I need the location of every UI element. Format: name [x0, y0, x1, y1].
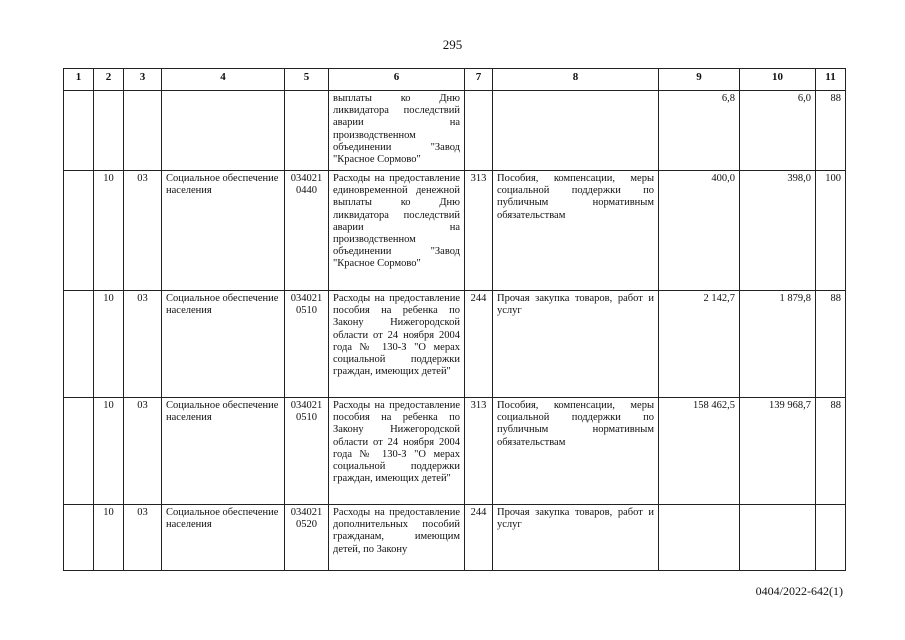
cell-c9: 400,0 [659, 171, 740, 291]
cell-c2: 10 [94, 398, 124, 505]
cell-c9: 6,8 [659, 91, 740, 171]
code-part-2: 0440 [296, 185, 317, 197]
table-row [64, 91, 846, 171]
budget-table [63, 68, 846, 571]
col-header-7: 7 [465, 69, 493, 91]
cell-c9: 158 462,5 [659, 398, 740, 505]
code-part-1: 034021 [290, 293, 323, 304]
code-part-2: 0510 [296, 305, 317, 317]
cell-c9: 2 142,7 [659, 291, 740, 398]
cell-c11 [816, 505, 846, 571]
cell-c11: 88 [816, 398, 846, 505]
table-row [64, 171, 846, 291]
cell-c3: 03 [124, 398, 162, 505]
table-row [64, 505, 846, 571]
cell-c7: 313 [465, 171, 493, 291]
header-row [64, 69, 846, 91]
cell-c3: 03 [124, 505, 162, 571]
cell-c1 [64, 291, 94, 398]
cell-c8: Прочая закупка товаров, работ и услуг [493, 291, 659, 398]
cell-c6: Расходы на предоставление единовременной денежной выплаты ко Дню ликвидатора последствий аварии на производственном объединении "Завод "Красное Сормово" [329, 171, 465, 291]
cell-c10 [740, 505, 816, 571]
cell-c5 [285, 398, 329, 505]
cell-c1 [64, 91, 94, 171]
cell-c10: 6,0 [740, 91, 816, 171]
cell-c1 [64, 505, 94, 571]
cell-c10: 398,0 [740, 171, 816, 291]
cell-c11: 100 [816, 171, 846, 291]
cell-c1 [64, 398, 94, 505]
cell-c3: 03 [124, 171, 162, 291]
code-part-2: 0510 [296, 412, 317, 424]
cell-c7: 313 [465, 398, 493, 505]
cell-c11: 88 [816, 91, 846, 171]
col-header-2: 2 [94, 69, 124, 91]
document-code: 0404/2022-642(1) [755, 584, 843, 598]
cell-c8: Пособия, компенсации, меры социальной поддержки по публичным нормативным обязательствам [493, 398, 659, 505]
col-header-5: 5 [285, 69, 329, 91]
cell-c6: выплаты ко Дню ликвидатора последствий аварии на производственном объединении "Завод "Красное Сормово" [329, 91, 465, 171]
cell-c11: 88 [816, 291, 846, 398]
cell-c4: Социальное обеспечение населения [162, 505, 285, 571]
cell-c2: 10 [94, 505, 124, 571]
table-row [64, 291, 846, 398]
col-header-6: 6 [329, 69, 465, 91]
col-header-8: 8 [493, 69, 659, 91]
col-header-11: 11 [816, 69, 846, 91]
cell-c4: Социальное обеспечение населения [162, 291, 285, 398]
cell-c5 [285, 91, 329, 171]
cell-c6: Расходы на предоставление дополнительных пособий гражданам, имеющим детей, по Закону [329, 505, 465, 571]
col-header-1: 1 [64, 69, 94, 91]
cell-c4 [162, 91, 285, 171]
cell-c3 [124, 91, 162, 171]
page-number: 295 [442, 37, 463, 52]
cell-c8: Пособия, компенсации, меры социальной поддержки по публичным нормативным обязательствам [493, 171, 659, 291]
cell-c5 [285, 291, 329, 398]
col-header-10: 10 [740, 69, 816, 91]
cell-c2 [94, 91, 124, 171]
cell-c2: 10 [94, 171, 124, 291]
cell-c8: Прочая закупка товаров, работ и услуг [493, 505, 659, 571]
cell-c5 [285, 171, 329, 291]
cell-c7 [465, 91, 493, 171]
cell-c9 [659, 505, 740, 571]
cell-c10: 139 968,7 [740, 398, 816, 505]
cell-c4: Социальное обеспечение населения [162, 171, 285, 291]
cell-c6: Расходы на предоставление пособия на ребенка по Закону Нижегородской области от 24 ноября 2004 года № 130-З "О мерах социальной поддержки граждан, имеющих детей" [329, 398, 465, 505]
code-part-1: 034021 [290, 173, 323, 184]
col-header-9: 9 [659, 69, 740, 91]
table-row [64, 398, 846, 505]
cell-c10: 1 879,8 [740, 291, 816, 398]
cell-c7: 244 [465, 505, 493, 571]
cell-c2: 10 [94, 291, 124, 398]
col-header-4: 4 [162, 69, 285, 91]
code-part-1: 034021 [290, 507, 323, 518]
col-header-3: 3 [124, 69, 162, 91]
cell-c1 [64, 171, 94, 291]
cell-c8 [493, 91, 659, 171]
code-part-1: 034021 [290, 400, 323, 411]
cell-c5 [285, 505, 329, 571]
cell-c4: Социальное обеспечение населения [162, 398, 285, 505]
code-part-2: 0520 [296, 519, 317, 531]
cell-c6: Расходы на предоставление пособия на ребенка по Закону Нижегородской области от 24 ноября 2004 года № 130-З "О мерах социальной поддержки граждан, имеющих детей" [329, 291, 465, 398]
cell-c7: 244 [465, 291, 493, 398]
cell-c3: 03 [124, 291, 162, 398]
